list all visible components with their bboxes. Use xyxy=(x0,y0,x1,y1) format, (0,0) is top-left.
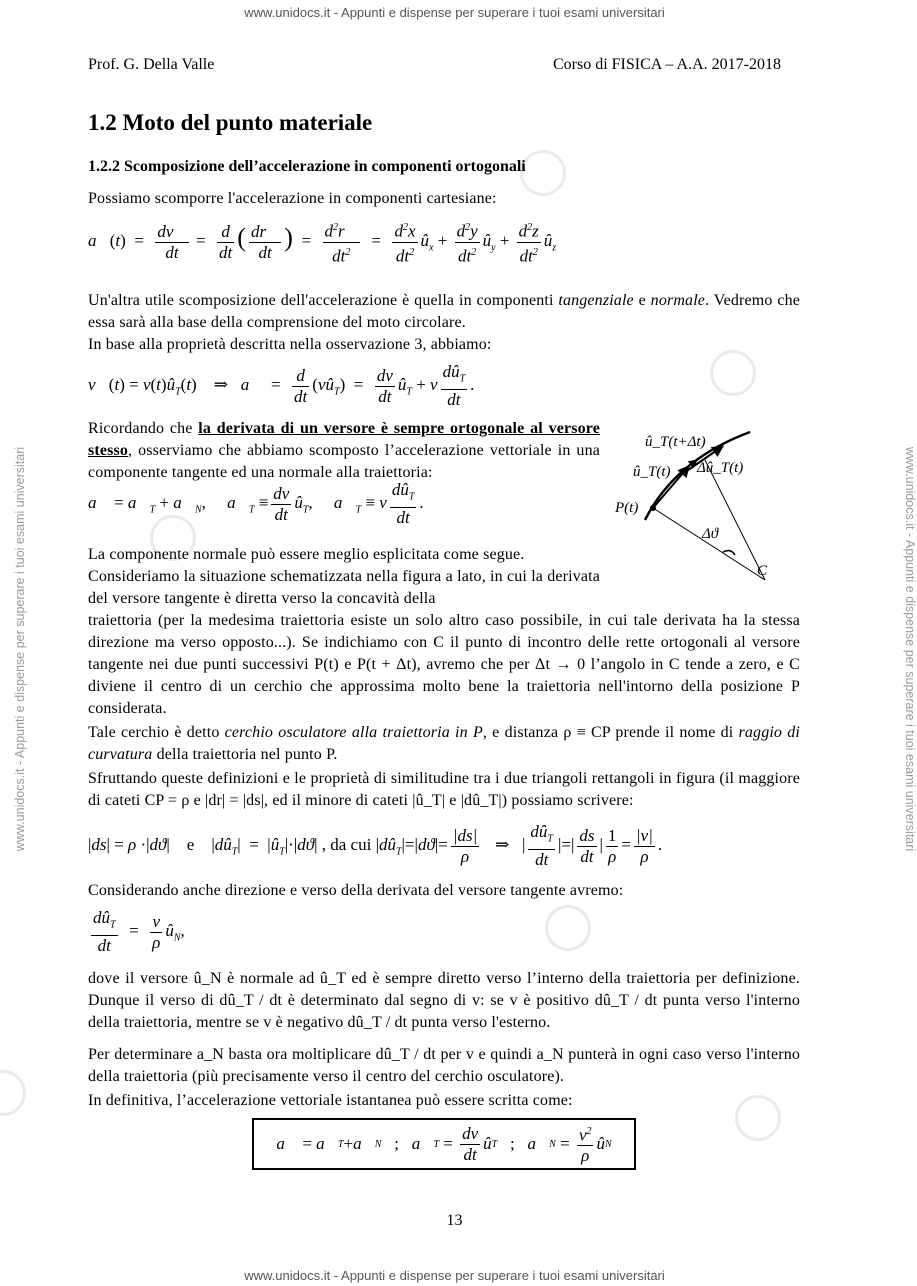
paragraph: La componente normale può essere meglio esplicitata come segue. xyxy=(88,546,525,563)
boxed-equation: a⃗ = a⃗ T + a⃗ N ; a⃗ T = $\frac{dv}{dt}$ û T ; a⃗ N = $\frac{v^2}{\rho}$ û N xyxy=(252,1118,636,1170)
section-title: 1.2 Moto del punto materiale xyxy=(88,110,373,135)
watermark-logo-icon xyxy=(0,1070,26,1116)
equation-similarity: |ds| = ρ ·|dϑ| e $|dû_T|$ = $|û_T|\cdot|dϑ|$ , da cui $|dû_T|=|dϑ|=$ $\frac{|ds|}{\rho}$ ⇒ | $\frac{dû_T}{dt}$ |=| $\frac{ds}{dt}$ | $\frac{1}{\rho}$ = $\frac{|v|}{\rho}$ . xyxy=(88,822,663,870)
equation-tangent-derivative: v⃗(t) = $v(t)û_T(t)$ ⇒ a⃗ = $\frac{d}{dt}$ $(vû_T)$ = $\frac{dv}{dt}$ $û_T + v$ $\frac{dû_T}{dt}$ . xyxy=(88,362,475,410)
paragraph: dove il versore û_N è normale ad û_T ed è sempre diretto verso l’interno della traiettoria per definizione. Dunque il verso di dû_T / dt è determinato dal segno di v: se v è positivo dû_T / dt punta verso l'interno della traiettoria, mentre se v è negativo dû_T / dt punta verso l'esterno. xyxy=(88,970,800,1031)
label-ut-dt: û_T(t+Δt) xyxy=(645,434,706,450)
header-course: Corso di FISICA – A.A. 2017-2018 xyxy=(552,56,781,73)
page-number: 13 xyxy=(446,1212,463,1229)
paragraph: Tale cerchio è detto cerchio osculatore alla traiettoria in P, e distanza ρ ≡ CP prende il nome di raggio di curvatura della traiettoria nel punto P. xyxy=(88,724,800,763)
paragraph: Ricordando che la derivata di un versore è sempre ortogonale al versore stesso, osserviamo che abbiamo scomposto l’accelerazione vettoriale in una componente tangente ed una normale alla traiettoria: xyxy=(88,420,600,481)
subsection-title: 1.2.2 Scomposizione dell’accelerazione in componenti ortogonali xyxy=(88,158,526,175)
paragraph: In definitiva, l’accelerazione vettoriale istantanea può essere scritta come: xyxy=(88,1092,573,1109)
equation-normal-derivative: $\frac{dû_T}{dt}$ = $\frac{v}{\rho}$ $û_N$, xyxy=(93,908,185,956)
watermark-bottom: www.unidocs.it - Appunti e dispense per superare i tuoi esami universitari xyxy=(244,1268,665,1283)
watermark-top: www.unidocs.it - Appunti e dispense per superare i tuoi esami universitari xyxy=(244,5,665,20)
label-pt: P(t) xyxy=(615,500,639,516)
paragraph: Per determinare a_N basta ora moltiplicare dû_T / dt per v e quindi a_N punterà in ogni caso verso l'interno della traiettoria (più precisamente verso il centro del cerchio osculatore). xyxy=(88,1046,800,1085)
paragraph: In base alla proprietà descritta nella osservazione 3, abbiamo: xyxy=(88,336,492,353)
paragraph: Considerando anche direzione e verso della derivata del versore tangente avremo: xyxy=(88,882,624,899)
header-author: Prof. G. Della Valle xyxy=(88,56,215,73)
equation-decomposition: a⃗ = $a⃗_T$ + $a⃗_N$, $a⃗_T$ ≡ $\frac{dv}{dt}$ $û_T$, $a⃗_T \equiv v$ $\frac{dû_T}{dt}$ . xyxy=(88,480,424,528)
normal-line-2 xyxy=(705,460,765,580)
watermark-left: www.unidocs.it - Appunti e dispense per superare i tuoi esami universitari xyxy=(13,446,27,852)
label-dut: Δû_T(t) xyxy=(697,460,744,476)
equation-cartesian: a⃗(t) = $\frac{dv⃗}{dt}$ = $\frac{d}{dt}$ ( $\frac{dr⃗}{dt}$ ) = $\frac{d^2r⃗}{dt^2}$ = $\frac{d^2x}{dt^2}$ $û_x$ + $\frac{d^2y}{dt^2}$ $û_y$ + $\frac{d^2z}{dt^2}$ $û_z$ xyxy=(88,218,556,266)
normal-line-1 xyxy=(653,508,765,580)
paragraph: Consideriamo la situazione schematizzata nella figura a lato, in cui la derivata del versore tangente è diretta verso la concavità della xyxy=(88,568,600,607)
paragraph: Un'altra utile scomposizione dell'accelerazione è quella in componenti tangenziale e normale. Vedremo che essa sarà alla base della comprensione del moto circolare. xyxy=(88,292,800,331)
paragraph: Sfruttando queste definizioni e le proprietà di similitudine tra i due triangoli rettangoli in figura (il maggiore di cateti CP = ρ e |dr| = |ds|, ed il minore di cateti |û_T| e |dû_T|) possiamo scrivere: xyxy=(88,770,800,809)
label-dtheta: Δϑ xyxy=(702,526,719,542)
watermark-logo-icon xyxy=(710,350,756,396)
label-ut: û_T(t) xyxy=(633,464,671,480)
watermark-right: www.unidocs.it - Appunti e dispense per superare i tuoi esami universitari xyxy=(903,446,917,852)
paragraph: traiettoria (per la medesima traiettoria esiste un solo altro caso possibile, in cui tale derivata ha la stessa direzione ma verso opposto...). Se indichiamo con C il punto di incontro delle rette ortogonali al versore tangente nei due punti successivi P(t) e P(t + Δt), avremo che per Δt → 0 l’angolo in C tende a zero, e C diviene il centro di un cerchio che approssima molto bene la traiettoria nell'intorno della posizione P considerata. xyxy=(88,612,800,717)
label-c: C xyxy=(757,563,768,579)
paragraph: Possiamo scomporre l'accelerazione in componenti cartesiane: xyxy=(88,190,497,207)
osculating-circle-figure xyxy=(605,420,805,595)
watermark-logo-icon xyxy=(545,905,591,951)
